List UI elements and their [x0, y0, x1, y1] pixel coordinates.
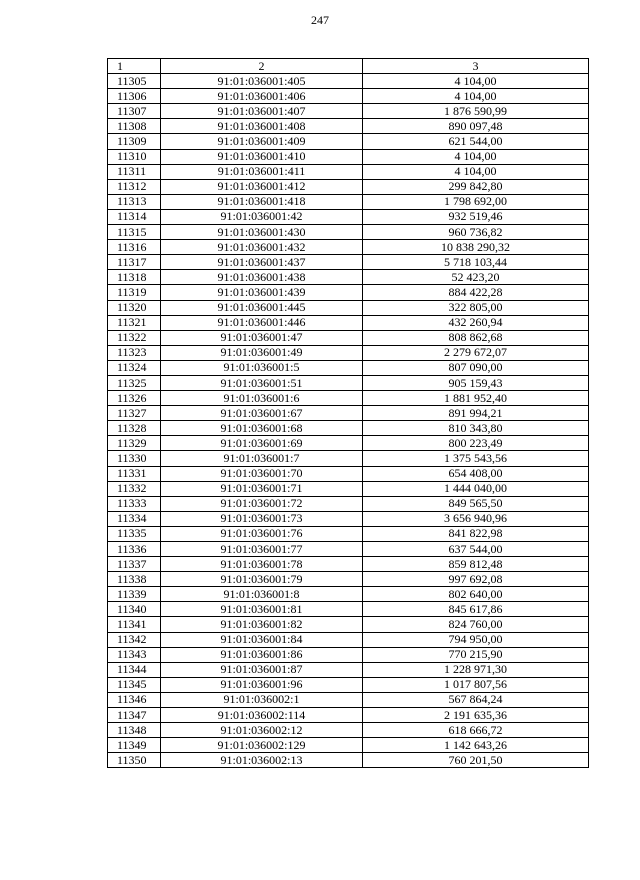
- cell-row-number: 11325: [108, 375, 161, 390]
- table-row: [108, 481, 589, 496]
- cell-value: 849 565,50: [363, 496, 589, 511]
- table-row: [108, 119, 589, 134]
- table-row: [108, 466, 589, 481]
- cell-value: 1 017 807,56: [363, 677, 589, 692]
- cell-cadastral-number: 91:01:036001:432: [161, 240, 363, 255]
- table-row: [108, 315, 589, 330]
- cell-value: 770 215,90: [363, 647, 589, 662]
- cell-row-number: 11333: [108, 496, 161, 511]
- cell-row-number: 11310: [108, 149, 161, 164]
- cell-value: 1 798 692,00: [363, 194, 589, 209]
- table-row: [108, 375, 589, 390]
- cell-cadastral-number: 91:01:036001:73: [161, 511, 363, 526]
- table-row: [108, 692, 589, 707]
- cell-value: 891 994,21: [363, 406, 589, 421]
- cell-cadastral-number: 91:01:036001:430: [161, 225, 363, 240]
- cell-row-number: 11326: [108, 391, 161, 406]
- cell-row-number: 11314: [108, 209, 161, 224]
- cell-cadastral-number: 91:01:036001:408: [161, 119, 363, 134]
- cell-row-number: 11338: [108, 572, 161, 587]
- table-row: [108, 451, 589, 466]
- cell-row-number: 11332: [108, 481, 161, 496]
- table-row: [108, 360, 589, 375]
- table-row: [108, 406, 589, 421]
- cell-value: 2 191 635,36: [363, 708, 589, 723]
- cell-row-number: 11327: [108, 406, 161, 421]
- table-row: [108, 708, 589, 723]
- cell-cadastral-number: 91:01:036001:69: [161, 436, 363, 451]
- cell-cadastral-number: 91:01:036001:71: [161, 481, 363, 496]
- cell-row-number: 11348: [108, 723, 161, 738]
- table-row: [108, 270, 589, 285]
- cell-cadastral-number: 91:01:036001:437: [161, 255, 363, 270]
- cell-row-number: 11337: [108, 557, 161, 572]
- cell-cadastral-number: 91:01:036002:1: [161, 692, 363, 707]
- cell-value: 794 950,00: [363, 632, 589, 647]
- cell-cadastral-number: 91:01:036002:12: [161, 723, 363, 738]
- cell-row-number: 11345: [108, 677, 161, 692]
- table-row: [108, 496, 589, 511]
- cell-row-number: 11313: [108, 194, 161, 209]
- cell-value: 637 544,00: [363, 542, 589, 557]
- cell-cadastral-number: 91:01:036001:412: [161, 179, 363, 194]
- cell-value: 807 090,00: [363, 360, 589, 375]
- cell-row-number: 11350: [108, 753, 161, 768]
- table-row: [108, 164, 589, 179]
- cell-value: 654 408,00: [363, 466, 589, 481]
- cell-cadastral-number: 91:01:036001:47: [161, 330, 363, 345]
- cell-value: 1 375 543,56: [363, 451, 589, 466]
- table-row: [108, 511, 589, 526]
- cell-row-number: 11320: [108, 300, 161, 315]
- cell-value: 621 544,00: [363, 134, 589, 149]
- cell-value: 52 423,20: [363, 270, 589, 285]
- cell-cadastral-number: 91:01:036001:84: [161, 632, 363, 647]
- cell-cadastral-number: 91:01:036002:114: [161, 708, 363, 723]
- table-row: [108, 391, 589, 406]
- cell-cadastral-number: 91:01:036001:87: [161, 662, 363, 677]
- cell-cadastral-number: 91:01:036001:439: [161, 285, 363, 300]
- cell-row-number: 11315: [108, 225, 161, 240]
- cell-cadastral-number: 91:01:036001:76: [161, 526, 363, 541]
- cell-value: 997 692,08: [363, 572, 589, 587]
- cell-cadastral-number: 91:01:036001:6: [161, 391, 363, 406]
- cell-row-number: 11319: [108, 285, 161, 300]
- cell-row-number: 11343: [108, 647, 161, 662]
- cell-row-number: 11318: [108, 270, 161, 285]
- table-row: [108, 647, 589, 662]
- cell-value: 432 260,94: [363, 315, 589, 330]
- cell-row-number: 11335: [108, 526, 161, 541]
- cell-value: 932 519,46: [363, 209, 589, 224]
- cell-value: 5 718 103,44: [363, 255, 589, 270]
- cell-value: 299 842,80: [363, 179, 589, 194]
- cell-value: 4 104,00: [363, 74, 589, 89]
- table-row: [108, 572, 589, 587]
- table-row: [108, 542, 589, 557]
- cell-row-number: 11336: [108, 542, 161, 557]
- cell-value: 3 656 940,96: [363, 511, 589, 526]
- cell-value: 960 736,82: [363, 225, 589, 240]
- cell-value: 800 223,49: [363, 436, 589, 451]
- cell-cadastral-number: 91:01:036001:406: [161, 89, 363, 104]
- cell-cadastral-number: 91:01:036001:79: [161, 572, 363, 587]
- table-row: [108, 723, 589, 738]
- cell-cadastral-number: 91:01:036002:129: [161, 738, 363, 753]
- table-row: [108, 617, 589, 632]
- cell-row-number: 11328: [108, 421, 161, 436]
- cell-cadastral-number: 91:01:036001:405: [161, 74, 363, 89]
- cell-cadastral-number: 91:01:036001:72: [161, 496, 363, 511]
- cell-cadastral-number: 91:01:036001:77: [161, 542, 363, 557]
- cell-cadastral-number: 91:01:036001:86: [161, 647, 363, 662]
- table-row: [108, 602, 589, 617]
- cell-value: 859 812,48: [363, 557, 589, 572]
- cell-cadastral-number: 91:01:036001:67: [161, 406, 363, 421]
- table-row: [108, 587, 589, 602]
- cell-cadastral-number: 91:01:036001:445: [161, 300, 363, 315]
- table-row: [108, 89, 589, 104]
- page-number: 247: [311, 13, 329, 27]
- cell-row-number: 11307: [108, 104, 161, 119]
- cell-value: 1 228 971,30: [363, 662, 589, 677]
- cell-cadastral-number: 91:01:036001:410: [161, 149, 363, 164]
- cell-cadastral-number: 91:01:036001:70: [161, 466, 363, 481]
- cell-value: 1 142 643,26: [363, 738, 589, 753]
- cell-cadastral-number: 91:01:036001:407: [161, 104, 363, 119]
- cell-row-number: 11329: [108, 436, 161, 451]
- cell-value: 322 805,00: [363, 300, 589, 315]
- cell-cadastral-number: 91:01:036001:49: [161, 345, 363, 360]
- table-row: [108, 753, 589, 768]
- column-header-cadastral-number: 2: [161, 59, 363, 74]
- cell-value: 890 097,48: [363, 119, 589, 134]
- cell-cadastral-number: 91:01:036001:42: [161, 209, 363, 224]
- cell-cadastral-number: 91:01:036001:411: [161, 164, 363, 179]
- cell-row-number: 11339: [108, 587, 161, 602]
- cell-cadastral-number: 91:01:036001:82: [161, 617, 363, 632]
- table-row: [108, 255, 589, 270]
- cell-row-number: 11321: [108, 315, 161, 330]
- cell-cadastral-number: 91:01:036001:438: [161, 270, 363, 285]
- table-row: [108, 74, 589, 89]
- cell-value: 1 444 040,00: [363, 481, 589, 496]
- cell-row-number: 11334: [108, 511, 161, 526]
- cell-row-number: 11316: [108, 240, 161, 255]
- cell-row-number: 11305: [108, 74, 161, 89]
- cell-cadastral-number: 91:01:036001:81: [161, 602, 363, 617]
- table-row: [108, 300, 589, 315]
- cell-value: 810 343,80: [363, 421, 589, 436]
- cell-value: 884 422,28: [363, 285, 589, 300]
- table-row: [108, 134, 589, 149]
- cell-row-number: 11324: [108, 360, 161, 375]
- table-row: [108, 149, 589, 164]
- cell-row-number: 11349: [108, 738, 161, 753]
- table-row: [108, 209, 589, 224]
- cell-value: 841 822,98: [363, 526, 589, 541]
- data-table: [107, 58, 589, 768]
- cell-row-number: 11331: [108, 466, 161, 481]
- cell-value: 845 617,86: [363, 602, 589, 617]
- cell-value: 1 876 590,99: [363, 104, 589, 119]
- table-row: [108, 526, 589, 541]
- cell-row-number: 11309: [108, 134, 161, 149]
- cell-value: 4 104,00: [363, 164, 589, 179]
- cell-row-number: 11347: [108, 708, 161, 723]
- cell-value: 905 159,43: [363, 375, 589, 390]
- cell-value: 760 201,50: [363, 753, 589, 768]
- table-row: [108, 345, 589, 360]
- cell-row-number: 11317: [108, 255, 161, 270]
- cell-row-number: 11308: [108, 119, 161, 134]
- table-row: [108, 225, 589, 240]
- cell-cadastral-number: 91:01:036001:418: [161, 194, 363, 209]
- cell-value: 824 760,00: [363, 617, 589, 632]
- column-header-value: 3: [363, 59, 589, 74]
- cell-cadastral-number: 91:01:036001:51: [161, 375, 363, 390]
- cell-row-number: 11330: [108, 451, 161, 466]
- table-row: [108, 662, 589, 677]
- cell-row-number: 11342: [108, 632, 161, 647]
- cell-cadastral-number: 91:01:036001:7: [161, 451, 363, 466]
- table-row: [108, 677, 589, 692]
- cell-row-number: 11340: [108, 602, 161, 617]
- cell-cadastral-number: 91:01:036001:96: [161, 677, 363, 692]
- cell-value: 808 862,68: [363, 330, 589, 345]
- cell-cadastral-number: 91:01:036001:8: [161, 587, 363, 602]
- cell-row-number: 11306: [108, 89, 161, 104]
- cell-cadastral-number: 91:01:036001:409: [161, 134, 363, 149]
- table-row: [108, 179, 589, 194]
- cell-row-number: 11344: [108, 662, 161, 677]
- cell-value: 802 640,00: [363, 587, 589, 602]
- cell-row-number: 11341: [108, 617, 161, 632]
- table-row: [108, 104, 589, 119]
- cell-cadastral-number: 91:01:036001:68: [161, 421, 363, 436]
- table-header-row: [108, 59, 589, 74]
- cell-row-number: 11311: [108, 164, 161, 179]
- cell-cadastral-number: 91:01:036001:5: [161, 360, 363, 375]
- table-row: [108, 436, 589, 451]
- table-row: [108, 557, 589, 572]
- cell-value: 618 666,72: [363, 723, 589, 738]
- table-row: [108, 194, 589, 209]
- table-row: [108, 632, 589, 647]
- cell-value: 567 864,24: [363, 692, 589, 707]
- table-row: [108, 330, 589, 345]
- cell-row-number: 11312: [108, 179, 161, 194]
- cell-value: 10 838 290,32: [363, 240, 589, 255]
- cell-row-number: 11323: [108, 345, 161, 360]
- table-row: [108, 285, 589, 300]
- cell-row-number: 11322: [108, 330, 161, 345]
- cell-cadastral-number: 91:01:036002:13: [161, 753, 363, 768]
- cell-value: 4 104,00: [363, 89, 589, 104]
- cell-cadastral-number: 91:01:036001:446: [161, 315, 363, 330]
- table-body: [108, 59, 589, 768]
- cell-value: 2 279 672,07: [363, 345, 589, 360]
- column-header-number: 1: [108, 59, 161, 74]
- table-row: [108, 421, 589, 436]
- cell-row-number: 11346: [108, 692, 161, 707]
- table-row: [108, 240, 589, 255]
- cell-value: 1 881 952,40: [363, 391, 589, 406]
- cell-cadastral-number: 91:01:036001:78: [161, 557, 363, 572]
- cell-value: 4 104,00: [363, 149, 589, 164]
- table-row: [108, 738, 589, 753]
